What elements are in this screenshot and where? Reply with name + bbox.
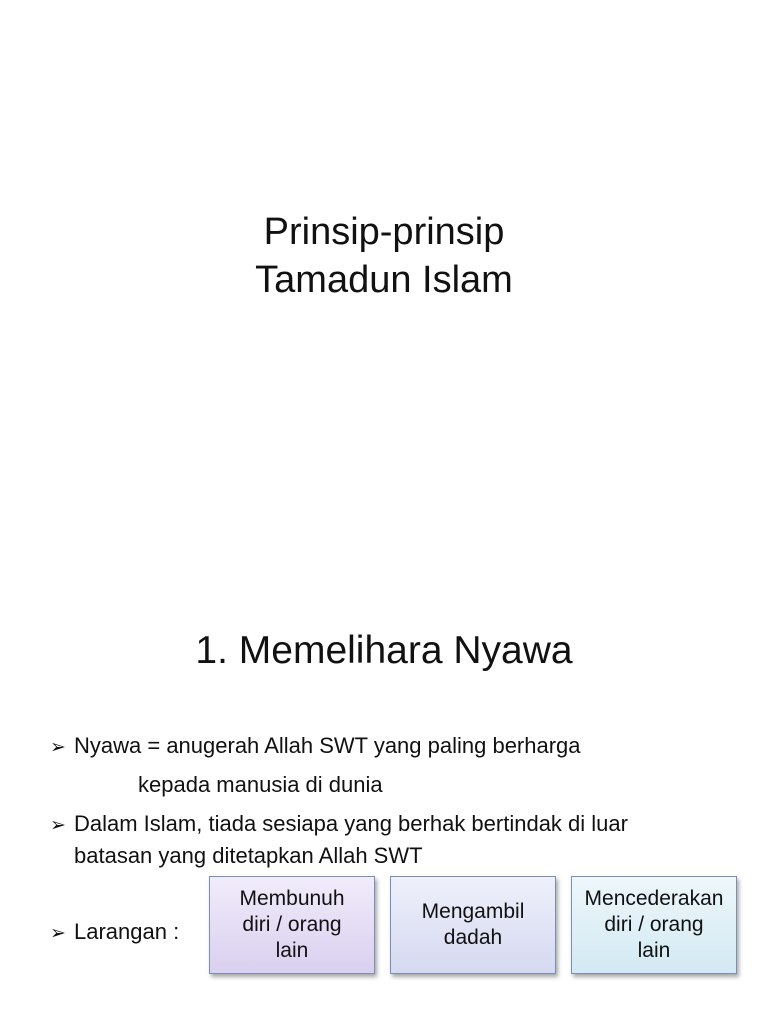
bullet-continuation: kepada manusia di dunia <box>138 772 383 797</box>
prohibition-box <box>209 876 375 974</box>
arrow-bullet-icon: ➢ <box>50 923 66 944</box>
prohibition-box <box>390 876 556 974</box>
bullet-item <box>50 808 628 841</box>
bullet-item <box>50 730 581 763</box>
title-line-2: Tamadun Islam <box>255 259 513 301</box>
arrow-bullet-icon: ➢ <box>50 737 66 758</box>
box-line: Mengambil <box>421 900 525 923</box>
bullet-text: Nyawa = anugerah Allah SWT yang paling berharga <box>74 733 581 758</box>
bullet-continuation: batasan yang ditetapkan Allah SWT <box>74 843 423 868</box>
bullet-item <box>50 916 179 949</box>
box-line: diri / orang <box>242 913 342 936</box>
slide-2 <box>0 576 768 1024</box>
slide-title <box>0 208 768 304</box>
box-line: lain <box>637 939 671 962</box>
bullet-text: Dalam Islam, tiada sesiapa yang berhak bertindak di luar <box>74 811 628 836</box>
box-line: dadah <box>443 926 503 949</box>
title-line-1: Prinsip-prinsip <box>263 211 505 253</box>
bullet-text: Larangan : <box>74 919 180 944</box>
arrow-bullet-icon: ➢ <box>50 815 66 836</box>
box-line: lain <box>275 939 309 962</box>
box-line: Mencederakan <box>584 887 724 910</box>
box-line: Membunuh <box>239 887 345 910</box>
box-line: diri / orang <box>604 913 704 936</box>
prohibition-box <box>571 876 737 974</box>
section-title: 1. Memelihara Nyawa <box>195 629 573 672</box>
